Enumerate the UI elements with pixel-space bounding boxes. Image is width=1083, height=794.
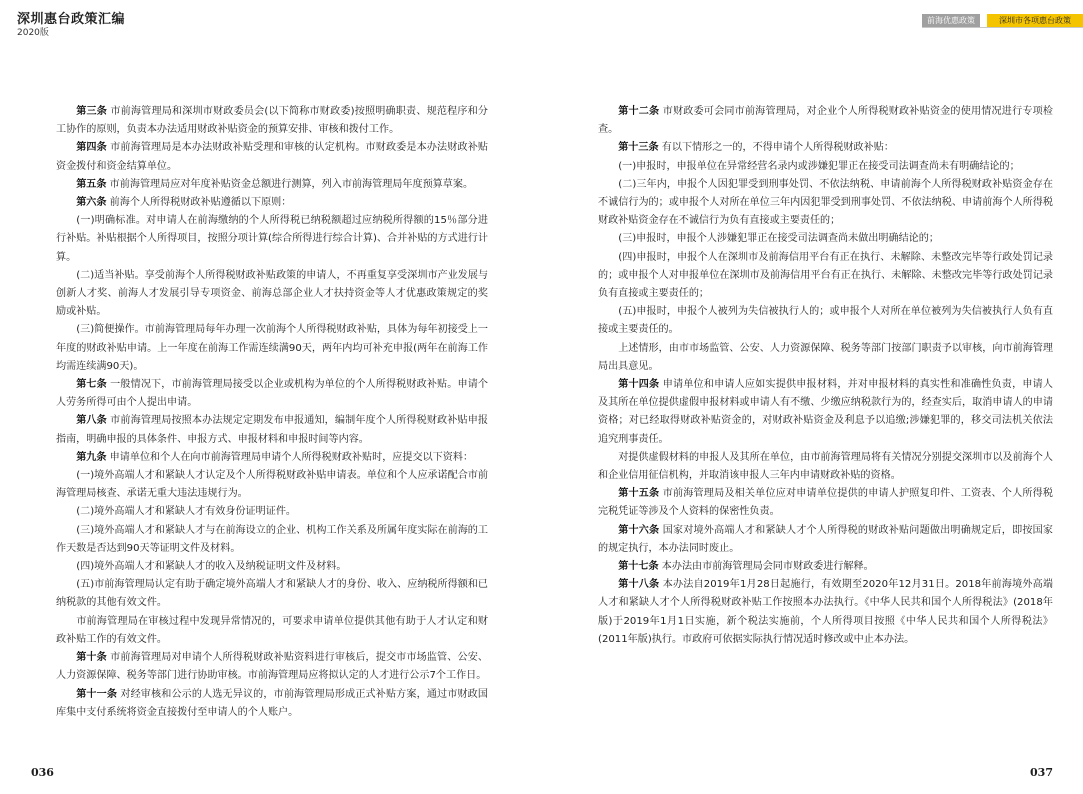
article-text: 市前海管理局对申请个人所得税财政补贴资料进行审核后，提交市市场监管、公安、人力资源保障、税务等部门进行协助审核。市前海管理局应将拟认定的人才进行公示7个工作日。 bbox=[56, 652, 488, 682]
article-text: 市财政委可会同市前海管理局，对企业个人所得税财政补贴资金的使用情况进行专项检查。 bbox=[598, 106, 1053, 136]
article-paragraph bbox=[56, 503, 488, 521]
article-number: 第十八条 bbox=[618, 579, 660, 591]
article-text: 上述情形，由市市场监管、公安、人力资源保障、税务等部门按部门职责予以审核，向市前海管理局出具意见。 bbox=[598, 342, 1053, 372]
article-text: 市前海管理局是本办法财政补贴受理和审核的认定机构。市财政委是本办法财政补贴资金拨付和资金结算单位。 bbox=[56, 142, 488, 172]
section-tabs bbox=[922, 14, 1083, 27]
article-paragraph bbox=[56, 558, 488, 576]
article-text: 市前海管理局按照本办法规定定期发布申报通知，编制年度个人所得税财政补贴申报指南，明确申报的具体条件、申报方式、申报材料和申报时间等内容。 bbox=[56, 415, 488, 445]
article-text: 前海个人所得税财政补贴遵循以下原则： bbox=[106, 197, 292, 209]
article-paragraph bbox=[598, 103, 1053, 139]
article-paragraph bbox=[56, 103, 488, 139]
article-paragraph bbox=[56, 321, 488, 376]
page-number-left: 036 bbox=[31, 766, 54, 779]
article-paragraph bbox=[598, 158, 1053, 176]
article-paragraph bbox=[56, 686, 488, 722]
article-paragraph bbox=[56, 522, 488, 558]
article-number: 第十五条 bbox=[618, 488, 660, 500]
article-paragraph bbox=[598, 449, 1053, 485]
article-text: 对提供虚假材料的申报人及其所在单位，由市前海管理局将有关情况分别提交深圳市以及前海个人和企业信用征信机构，并取消该申报人三年内申请财政补贴的资格。 bbox=[598, 451, 1053, 482]
article-text: 对经审核和公示的人选无异议的，市前海管理局形成正式补贴方案，通过市财政国库集中支付系统将资金直接拨付至申请人的个人账户。 bbox=[56, 688, 488, 718]
article-text: 本办法由市前海管理局会同市财政委进行解释。 bbox=[658, 561, 874, 573]
article-paragraph bbox=[598, 376, 1053, 449]
header-title: 深圳惠台政策汇编 bbox=[17, 12, 126, 27]
article-paragraph bbox=[598, 303, 1053, 339]
page-number-right: 037 bbox=[1030, 766, 1053, 779]
article-text: 本办法自2019年1月28日起施行，有效期至2020年12月31日。2018年前海境外高端人才和紧缺人才个人所得税财政补贴工作按照本办法执行。《中华人民共和国个人所得税法》(2018年版)于2019年1月1日实施，新个税法实施前，个人所得项目按照《中华人民共和国个人所得税法》(2011年版)执行。市政府可依据实际执行情况适时修改或中止本办法。 bbox=[598, 579, 1053, 645]
article-paragraph bbox=[56, 467, 488, 503]
article-paragraph bbox=[598, 558, 1053, 576]
header-divider bbox=[922, 27, 1083, 28]
article-text: (一)申报时，申报单位在异常经营名录内或涉嫌犯罪正在接受司法调查尚未有明确结论的； bbox=[618, 160, 1020, 172]
article-paragraph bbox=[56, 412, 488, 448]
article-text: 一般情况下，市前海管理局接受以企业或机构为单位的个人所得税财政补贴。申请个人劳务所得可由个人提出申请。 bbox=[56, 379, 488, 409]
article-text: (五)申报时，申报个人被列为失信被执行人的；或申报个人对所在单位被列为失信被执行人负有直接或主要责任的。 bbox=[598, 306, 1053, 336]
article-paragraph bbox=[598, 139, 1053, 157]
article-text: (五)市前海管理局认定有助于确定境外高端人才和紧缺人才的身份、收入、应纳税所得额和已纳税款的其他有效文件。 bbox=[56, 579, 488, 609]
article-text: (一)境外高端人才和紧缺人才认定及个人所得税财政补贴申请表。单位和个人应承诺配合市前海管理局核查、承诺无重大违法违规行为。 bbox=[56, 470, 488, 500]
article-text: 市前海管理局和深圳市财政委员会(以下简称市财政委)按照明确职责、规范程序和分工协作的原则，负责本办法适用财政补贴资金的预算安排、审核和拨付工作。 bbox=[56, 106, 489, 136]
article-number: 第六条 bbox=[76, 197, 107, 209]
article-paragraph bbox=[598, 340, 1053, 376]
article-text: 有以下情形之一的，不得申请个人所得税财政补贴： bbox=[658, 142, 894, 154]
right-column-text bbox=[598, 103, 1053, 649]
article-number: 第五条 bbox=[76, 178, 107, 190]
article-number: 第四条 bbox=[76, 142, 107, 154]
article-number: 第十七条 bbox=[618, 561, 659, 573]
article-text: 市前海管理局应对年度补贴资金总额进行测算，列入市前海管理局年度预算草案。 bbox=[106, 178, 474, 190]
article-number: 第七条 bbox=[76, 379, 107, 391]
article-text: (四)境外高端人才和紧缺人才的收入及纳税证明文件及材料。 bbox=[76, 561, 347, 573]
article-text: (二)境外高端人才和紧缺人才有效身份证明证件。 bbox=[76, 506, 297, 518]
article-text: 市前海管理局及相关单位应对申请单位提供的申请人护照复印件、工资表、个人所得税完税凭证等涉及个人资料的保密性负责。 bbox=[598, 488, 1053, 518]
article-paragraph bbox=[598, 249, 1053, 304]
article-number: 第十二条 bbox=[618, 106, 660, 117]
tab-shenzhen-policy: 深圳市各项惠台政策 bbox=[987, 14, 1083, 27]
article-text: (三)境外高端人才和紧缺人才与在前海设立的企业、机构工作关系及所属年度实际在前海的工作天数是否达到90天等证明文件及材料。 bbox=[56, 524, 488, 554]
article-text: (二)三年内，申报个人因犯罪受到刑事处罚、不依法纳税、申请前海个人所得税财政补贴资金存在不诚信行为的；或申报个人对所在单位三年内因犯罪受到刑事处罚、不依法纳税、申请前海个人所得税财政补贴资金存在不诚信行为负有直接或主要责任的； bbox=[598, 178, 1053, 227]
article-number: 第十条 bbox=[76, 652, 107, 664]
article-paragraph bbox=[598, 176, 1053, 231]
article-text: 市前海管理局在审核过程中发现异常情况的，可要求申请单位提供其他有助于人才认定和财政补贴工作的有效文件。 bbox=[56, 615, 488, 645]
article-number: 第十六条 bbox=[618, 524, 660, 536]
article-text: 国家对境外高端人才和紧缺人才个人所得税的财政补贴问题做出明确规定后，即按国家的规定执行，本办法同时废止。 bbox=[598, 524, 1053, 554]
article-text: (三)申报时，申报个人涉嫌犯罪正在接受司法调查尚未做出明确结论的； bbox=[618, 233, 939, 245]
article-text: (三)简便操作。市前海管理局每年办理一次前海个人所得税财政补贴，具体为每年初接受上一年度的财政补贴申请。上一年度在前海工作需连续满90天，两年内均可补充申报(两年在前海工作均需连续满90天)。 bbox=[56, 324, 488, 372]
article-paragraph bbox=[56, 613, 488, 649]
article-paragraph bbox=[56, 194, 488, 212]
article-number: 第三条 bbox=[76, 106, 107, 117]
article-number: 第八条 bbox=[76, 415, 107, 427]
article-text: 申请单位和申请人应如实提供申报材料，并对申报材料的真实性和准确性负责，申请人及其所在单位提供虚假申报材料或申请人有不缴、少缴应纳税款行为的，经查实后，取消申请人的申请资格；对已经取得财政补贴资金的，对财政补贴资金及利息予以追缴;涉嫌犯罪的，移交司法机关依法追究刑事责任。 bbox=[598, 379, 1053, 445]
article-paragraph bbox=[56, 212, 488, 267]
header-edition: 2020版 bbox=[17, 28, 49, 38]
article-paragraph bbox=[56, 576, 488, 612]
article-paragraph bbox=[598, 576, 1053, 649]
article-paragraph bbox=[56, 376, 488, 412]
article-number: 第十四条 bbox=[618, 379, 660, 391]
article-paragraph bbox=[56, 449, 488, 467]
article-paragraph bbox=[56, 176, 488, 194]
article-paragraph bbox=[598, 522, 1053, 558]
left-column-text bbox=[56, 103, 488, 722]
article-text: 申请单位和个人在向市前海管理局申请个人所得税财政补贴时，应提交以下资料： bbox=[106, 451, 474, 463]
article-paragraph bbox=[56, 267, 488, 322]
tab-gap bbox=[980, 14, 987, 27]
tab-qianhai-policy: 前海优惠政策 bbox=[922, 14, 980, 27]
article-paragraph bbox=[56, 139, 488, 175]
article-number: 第十三条 bbox=[618, 142, 659, 154]
article-text: (四)申报时，申报个人在深圳市及前海信用平台有正在执行、未解除、未整改完毕等行政处罚记录的；或申报个人对申报单位在深圳市及前海信用平台有正在执行、未解除、未整改完毕等行政处罚记录负有直接或主要责任的； bbox=[598, 251, 1053, 300]
article-paragraph bbox=[56, 649, 488, 685]
article-number: 第十一条 bbox=[76, 688, 118, 700]
article-paragraph bbox=[598, 230, 1053, 248]
article-text: (二)适当补贴。享受前海个人所得税财政补贴政策的申请人，不再重复享受深圳市产业发展与创新人才奖、前海人才发展引导专项资金、前海总部企业人才扶持资金等人才优惠政策规定的奖励或补贴。 bbox=[56, 269, 488, 318]
article-text: (一)明确标准。对申请人在前海缴纳的个人所得税已纳税额超过应纳税所得额的15％部分进行补贴。补贴根据个人所得项目，按照分项计算(综合所得进行综合计算)、合并补贴的方式进行计算。 bbox=[56, 215, 488, 263]
article-number: 第九条 bbox=[76, 451, 107, 463]
article-paragraph bbox=[598, 485, 1053, 521]
